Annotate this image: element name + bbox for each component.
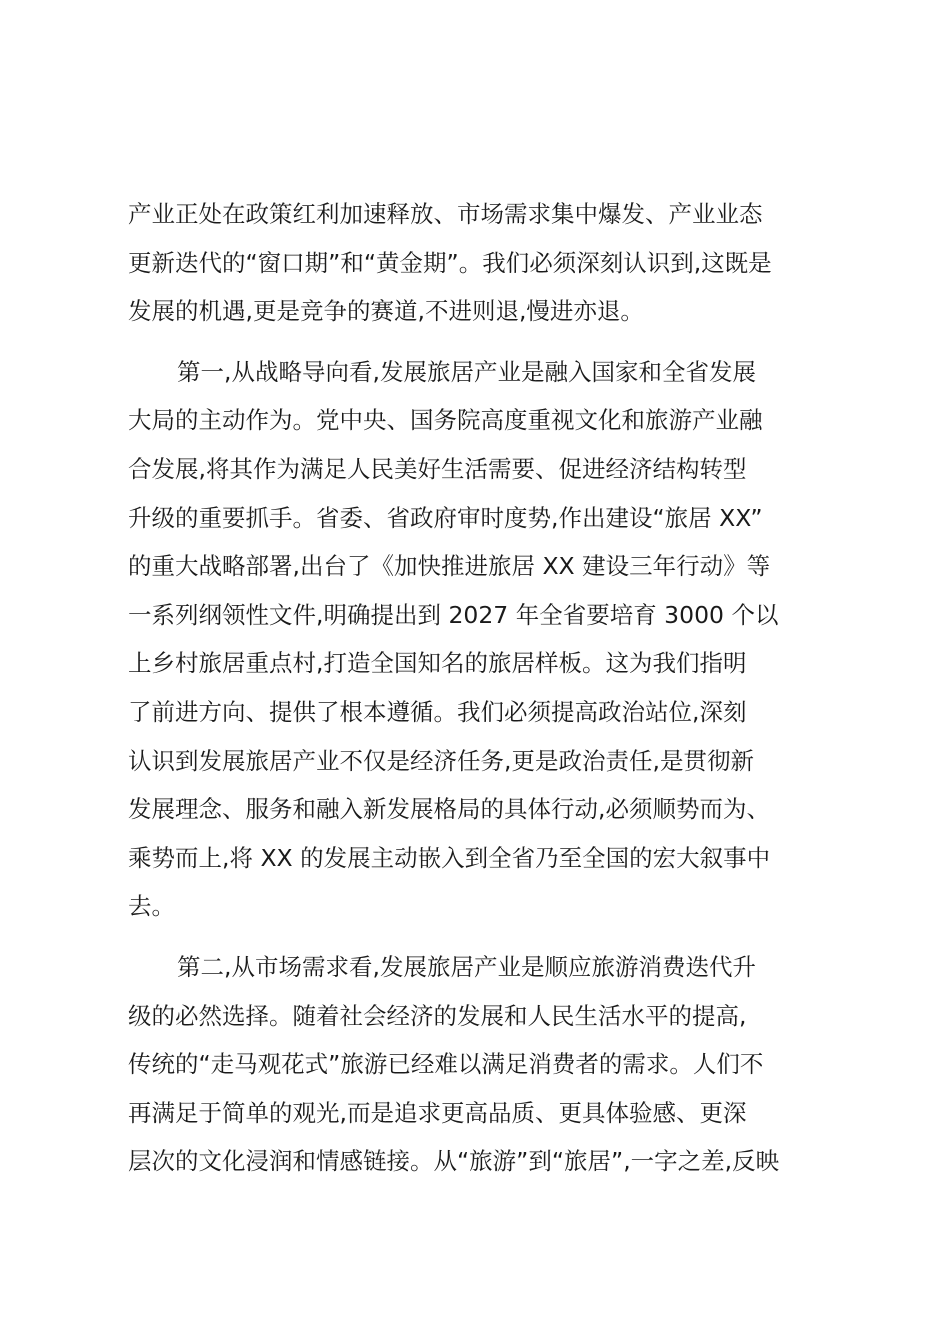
text-line: 再满足于简单的观光,而是追求更高品质、更具体验感、更深 bbox=[128, 1098, 747, 1127]
text-line: 上乡村旅居重点村,打造全国知名的旅居样板。这为我们指明 bbox=[128, 649, 747, 678]
paragraph-market bbox=[128, 943, 828, 1186]
text-line: 产业正处在政策红利加速释放、市场需求集中爆发、产业业态 bbox=[128, 200, 763, 228]
text-line: 的重大战略部署,出台了《加快推进旅居 XX 建设三年行动》等 bbox=[128, 552, 771, 581]
text-line: 级的必然选择。随着社会经济的发展和人民生活水平的提高, bbox=[128, 1001, 747, 1030]
text-line: 大局的主动作为。党中央、国务院高度重视文化和旅游产业融 bbox=[128, 406, 763, 435]
paragraph-strategy bbox=[128, 348, 828, 931]
text-line: 层次的文化浸润和情感链接。从“旅游”到“旅居”,一字之差,反映 bbox=[128, 1147, 780, 1176]
text-line: 传统的“走马观花式”旅游已经难以满足消费者的需求。人们不 bbox=[128, 1050, 764, 1079]
paragraph-continuation bbox=[128, 190, 828, 336]
text-line: 升级的重要抓手。省委、省政府审时度势,作出建设“旅居 XX” bbox=[128, 503, 763, 532]
text-line: 认识到发展旅居产业不仅是经济任务,更是政治责任,是贯彻新 bbox=[128, 746, 754, 775]
text-line: 了前进方向、提供了根本遵循。我们必须提高政治站位,深刻 bbox=[128, 697, 747, 726]
text-line: 第一,从战略导向看,发展旅居产业是融入国家和全省发展 bbox=[177, 357, 756, 386]
text-line: 去。 bbox=[128, 892, 175, 921]
text-line: 发展的机遇,更是竞争的赛道,不进则退,慢进亦退。 bbox=[128, 297, 644, 326]
text-line: 更新迭代的“窗口期”和“黄金期”。我们必须深刻认识到,这既是 bbox=[128, 248, 772, 277]
document-body bbox=[128, 190, 828, 1186]
text-line: 发展理念、服务和融入新发展格局的具体行动,必须顺势而为、 bbox=[128, 795, 770, 824]
text-line: 一系列纲领性文件,明确提出到 2027 年全省要培育 3000 个以 bbox=[128, 600, 779, 629]
text-line: 乘势而上,将 XX 的发展主动嵌入到全省乃至全国的宏大叙事中 bbox=[128, 843, 771, 872]
text-line: 第二,从市场需求看,发展旅居产业是顺应旅游消费迭代升 bbox=[177, 952, 756, 981]
text-line: 合发展,将其作为满足人民美好生活需要、促进经济结构转型 bbox=[128, 454, 747, 483]
